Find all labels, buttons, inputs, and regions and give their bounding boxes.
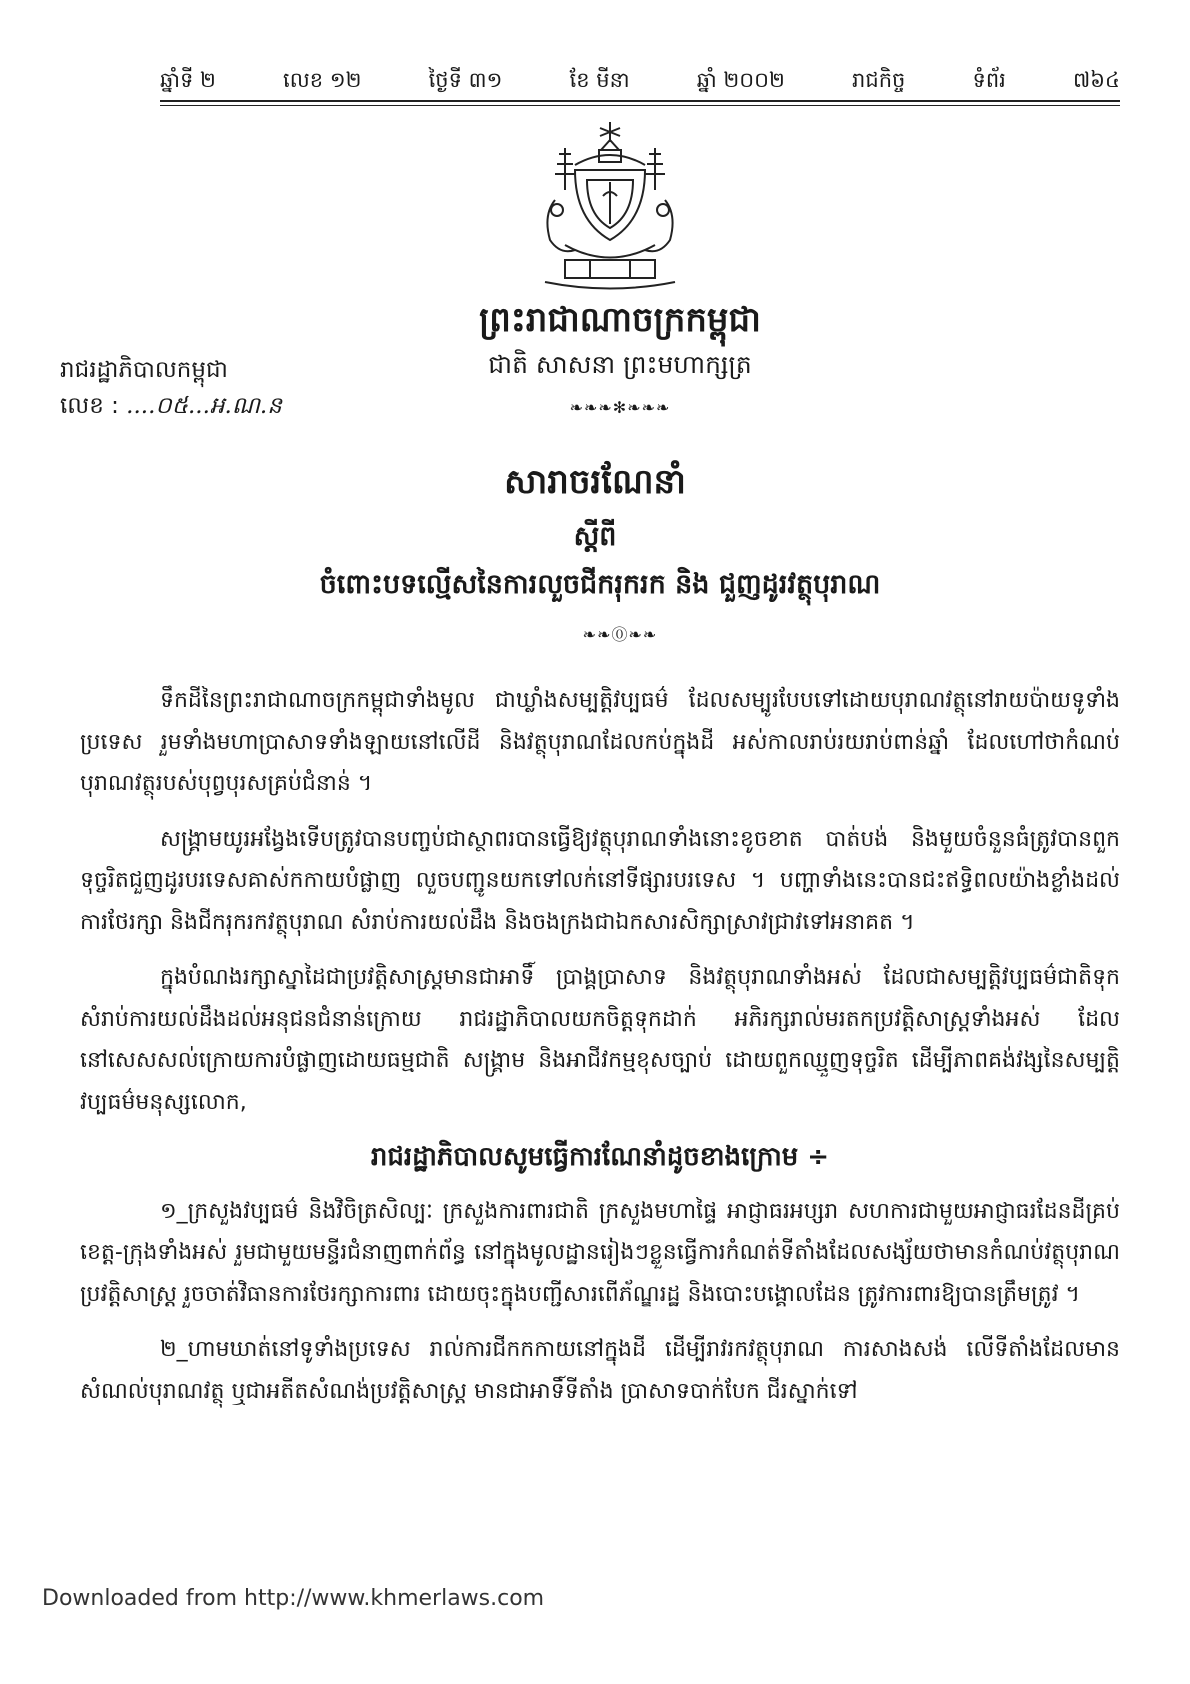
year-label: ឆ្នាំ ២០០២ (696, 67, 785, 92)
subject-label: ស្តីពី (573, 521, 617, 552)
download-source-note: Downloaded from http://www.khmerlaws.com (42, 1586, 545, 1611)
document-body (80, 680, 1120, 1426)
national-motto: ជាតិ សាសនា ព្រះមហាក្សត្រ (488, 350, 752, 379)
volume-label: ឆ្នាំទី ២ (160, 67, 216, 92)
directive-heading: រាជរដ្ឋាភិបាលសូមធ្វើការណែនាំដូចខាងក្រោម ÷ (370, 1142, 830, 1172)
day-label: ថ្ងៃទី ៣១ (428, 67, 503, 92)
page-number: ៧៦៤ (1072, 67, 1120, 92)
reference-number: ....០៥...អ.ណ.ន (126, 393, 282, 419)
kingdom-title: ព្រះរាជាណាចក្រកម្ពុជា (479, 300, 761, 340)
directive-item-2: ២_ហាមឃាត់នៅទូទាំងប្រទេស រាល់ការជីកកកាយនៅក្នុងដី ដើម្បីរាវរកវត្ថុបុរាណ ការសាងសង់ លើទីតាំងដែលមានសំណល់បុរាណវត្ថុ ឬជាអតីតសំណង់ប្រវត្តិសាស្ត្រ មានជាអាទិ៍ទីតាំង ប្រាសាទបាក់បែក ជីរស្នាក់ទៅ (80, 1337, 1120, 1404)
gazette-header (160, 62, 1120, 102)
header-rule-thin (160, 105, 1120, 106)
document-subject: ចំពោះបទល្មើសនៃការលួចជីករុករក និង ជួញដូរវត្ថុបុរាណ (319, 569, 881, 600)
ministry-block (60, 352, 420, 424)
paragraph-1: ទឹកដីនៃព្រះរាជាណាចក្រកម្ពុជាទាំងមូល ជាឃ្លាំងសម្បត្តិវប្បធម៌ ដែលសម្បូរបែបទៅដោយបុរាណវត្ថុនៅរាយប៉ាយទូទាំងប្រទេស រួមទាំងមហាប្រាសាទទាំងឡាយនៅលើដី និងវត្ថុបុរាណដែលកប់ក្នុងដី អស់កាលរាប់រយរាប់ពាន់ឆ្នាំ ដែលហៅថាកំណប់បុរាណវត្ថុរបស់បុព្វបុរសគ្រប់ជំនាន់ ។ (80, 688, 1120, 796)
motto-ornament: ❧❧❧✻❧❧❧ (569, 398, 671, 417)
month-label: ខែ មីនា (569, 67, 630, 92)
publication-label: រាជកិច្ច (852, 67, 906, 92)
reference-line (60, 388, 420, 424)
reference-label: លេខ : (60, 393, 119, 419)
paragraph-2: សង្គ្រាមយូរអង្វែងទើបត្រូវបានបញ្ចប់ជាស្ថាពរបានធ្វើឱ្យវត្ថុបុរាណទាំងនោះខូចខាត បាត់បង់ និងមួយចំនួនធំត្រូវបានពួកទុច្ចរិតជួញដូរបរទេសគាស់កកាយបំផ្លាញ លួចបញ្ជូនយកទៅលក់នៅទីផ្សារបរទេស ។ បញ្ហាទាំងនេះបានជះឥទ្ធិពលយ៉ាងខ្លាំងដល់ការថែរក្សា និងជីករុករកវត្ថុបុរាណ សំរាប់ការយល់ដឹង និងចងក្រងជាឯកសារសិក្សាស្រាវជ្រាវទៅអនាគត ។ (80, 826, 1120, 935)
issue-label: លេខ ១២ (283, 67, 362, 92)
page-label: ទំព័រ (972, 67, 1006, 92)
paragraph-3: ក្នុងបំណងរក្សាស្នាដៃជាប្រវត្តិសាស្ត្រមានជាអាទិ៍ ប្រាង្គប្រាសាទ និងវត្ថុបុរាណទាំងអស់ ដែលជាសម្បត្តិវប្បធម៌ជាតិទុកសំរាប់ការយល់ដឹងដល់អនុជនជំនាន់ក្រោយ រាជរដ្ឋាភិបាលយកចិត្តទុកដាក់ អភិរក្សរាល់មរតកប្រវត្តិសាស្ត្រទាំងអស់ ដែលនៅសេសសល់ក្រោយការបំផ្លាញដោយធម្មជាតិ សង្គ្រាម និងអាជីវកម្មខុសច្បាប់ ដោយពួកឈ្មួញទុច្ចរិត ដើម្បីភាពគង់វង្សនៃសម្បត្តិវប្បធម៌មនុស្សលោក, (80, 965, 1120, 1115)
royal-coat-of-arms-icon (535, 120, 685, 295)
directive-item-1: ១_ក្រសួងវប្បធម៌ និងវិចិត្រសិល្បៈ ក្រសួងការពារជាតិ ក្រសួងមហាផ្ទៃ អាជ្ញាធរអប្សរា សហការជាមួយអាជ្ញាធរដែនដីគ្រប់ខេត្ត-ក្រុងទាំងអស់ រួមជាមួយមន្ទីរជំនាញពាក់ព័ន្ធ នៅក្នុងមូលដ្ឋានរៀងៗខ្លួនធ្វើការកំណត់ទីតាំងដែលសង្ស័យថាមានកំណប់វត្ថុបុរាណប្រវត្តិសាស្ត្រ រួចចាត់វិធានការថែរក្សាការពារ ដោយចុះក្នុងបញ្ជីសារពើភ័ណ្ឌរដ្ឋ និងបោះបង្គោលដែន ត្រូវការពារឱ្យបានត្រឹមត្រូវ ។ (80, 1198, 1120, 1307)
document-type: សារាចរណែនាំ (504, 462, 686, 502)
ministry-name: រាជរដ្ឋាភិបាលកម្ពុជា (60, 357, 228, 383)
subject-ornament: ❧❧⓪❧❧ (582, 625, 658, 644)
header-rule-thick (160, 100, 1120, 102)
